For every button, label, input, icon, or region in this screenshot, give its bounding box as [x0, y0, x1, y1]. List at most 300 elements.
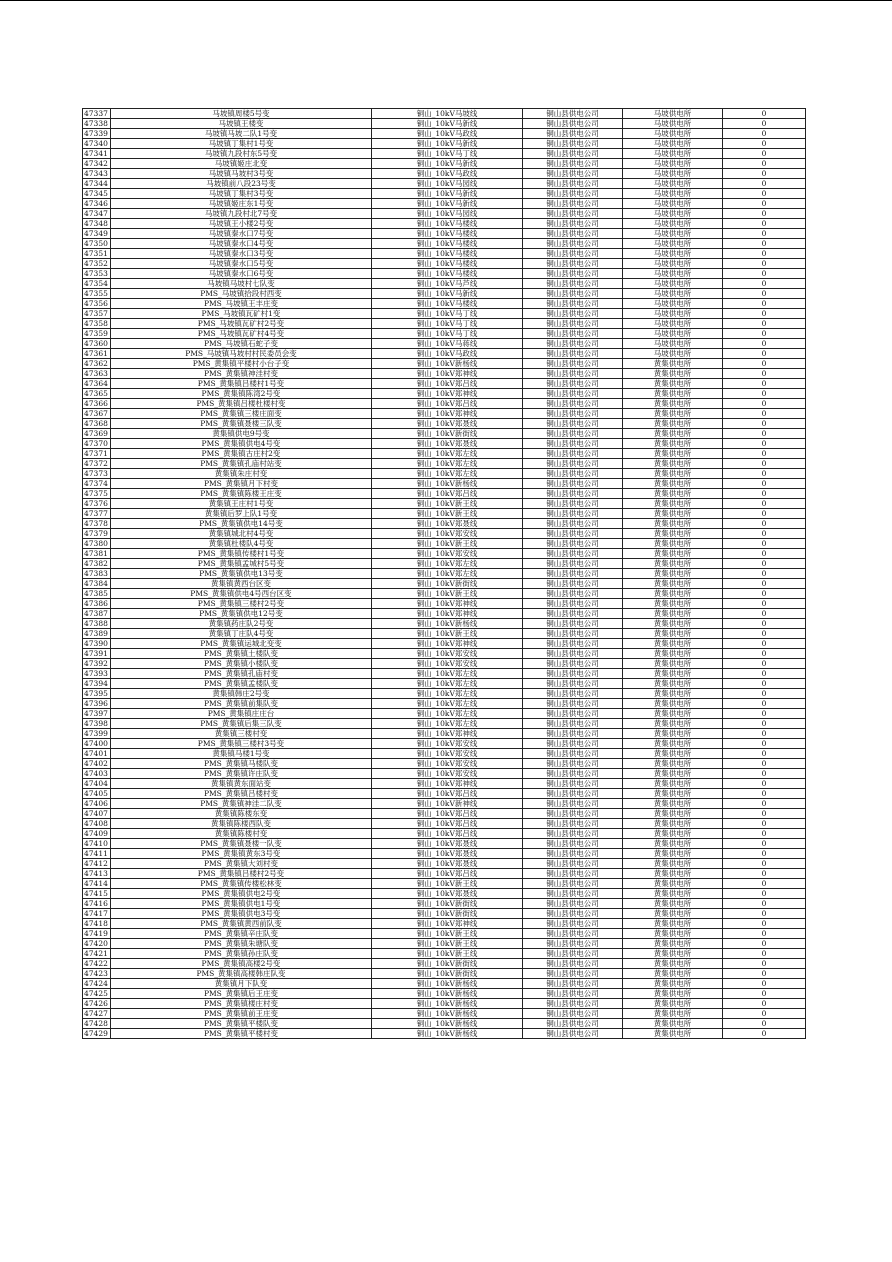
station-cell: 马坡供电所: [623, 219, 723, 229]
table-row: [83, 129, 806, 139]
value-cell: 0: [723, 699, 806, 709]
company-cell: 铜山县供电公司: [523, 1019, 623, 1029]
value-cell: 0: [723, 269, 806, 279]
feeder-line-cell: 铜山_10kV新王线: [372, 949, 523, 959]
value-cell: 0: [723, 609, 806, 619]
table-row: [83, 529, 806, 539]
record-id-cell: 47401: [83, 749, 111, 759]
company-cell: 铜山县供电公司: [523, 269, 623, 279]
transformer-name-cell: PMS_黄集镇朱塘队变: [111, 939, 372, 949]
record-id-cell: 47350: [83, 239, 111, 249]
record-id-cell: 47396: [83, 699, 111, 709]
company-cell: 铜山县供电公司: [523, 759, 623, 769]
record-id-cell: 47393: [83, 669, 111, 679]
transformer-name-cell: PMS_黄集镇运城北变变: [111, 639, 372, 649]
feeder-line-cell: 铜山_10kV郑安线: [372, 659, 523, 669]
transformer-name-cell: 黄集镇三楼村变: [111, 729, 372, 739]
table-row: [83, 459, 806, 469]
feeder-line-cell: 铜山_10kV马丁线: [372, 149, 523, 159]
value-cell: 0: [723, 749, 806, 759]
transformer-name-cell: 马坡镇丁集村1号变: [111, 139, 372, 149]
transformer-name-cell: PMS_黄集镇楼庄村变: [111, 999, 372, 1009]
transformer-name-cell: PMS_黄集镇神洼二队变: [111, 799, 372, 809]
feeder-line-cell: 铜山_10kV新街线: [372, 429, 523, 439]
company-cell: 铜山县供电公司: [523, 599, 623, 609]
feeder-line-cell: 铜山_10kV新杨线: [372, 999, 523, 1009]
transformer-name-cell: PMS_黄集镇供电2号变: [111, 889, 372, 899]
table-row: [83, 649, 806, 659]
company-cell: 铜山县供电公司: [523, 989, 623, 999]
company-cell: 铜山县供电公司: [523, 889, 623, 899]
feeder-line-cell: 铜山_10kV马蒋线: [372, 339, 523, 349]
value-cell: 0: [723, 599, 806, 609]
transformer-name-cell: 马坡镇秦水口5号变: [111, 259, 372, 269]
company-cell: 铜山县供电公司: [523, 879, 623, 889]
table-row: [83, 599, 806, 609]
feeder-line-cell: 铜山_10kV马新线: [372, 189, 523, 199]
company-cell: 铜山县供电公司: [523, 319, 623, 329]
record-id-cell: 47416: [83, 899, 111, 909]
station-cell: 马坡供电所: [623, 319, 723, 329]
value-cell: 0: [723, 819, 806, 829]
station-cell: 马坡供电所: [623, 269, 723, 279]
feeder-line-cell: 铜山_10kV郑安线: [372, 549, 523, 559]
company-cell: 铜山县供电公司: [523, 749, 623, 759]
value-cell: 0: [723, 909, 806, 919]
transformer-name-cell: 黄集镇马楼1号变: [111, 749, 372, 759]
record-id-cell: 47426: [83, 999, 111, 1009]
value-cell: 0: [723, 129, 806, 139]
feeder-line-cell: 铜山_10kV马政线: [372, 169, 523, 179]
value-cell: 0: [723, 869, 806, 879]
table-row: [83, 389, 806, 399]
company-cell: 铜山县供电公司: [523, 339, 623, 349]
value-cell: 0: [723, 489, 806, 499]
value-cell: 0: [723, 349, 806, 359]
company-cell: 铜山县供电公司: [523, 469, 623, 479]
value-cell: 0: [723, 539, 806, 549]
table-row: [83, 479, 806, 489]
table-row: [83, 569, 806, 579]
company-cell: 铜山县供电公司: [523, 449, 623, 459]
company-cell: 铜山县供电公司: [523, 959, 623, 969]
station-cell: 马坡供电所: [623, 329, 723, 339]
record-id-cell: 47415: [83, 889, 111, 899]
feeder-line-cell: 铜山_10kV马政线: [372, 349, 523, 359]
feeder-line-cell: 铜山_10kV郑聂线: [372, 519, 523, 529]
record-id-cell: 47429: [83, 1029, 111, 1039]
feeder-line-cell: 铜山_10kV郑神线: [372, 609, 523, 619]
station-cell: 黄集供电所: [623, 659, 723, 669]
company-cell: 铜山县供电公司: [523, 559, 623, 569]
station-cell: 黄集供电所: [623, 799, 723, 809]
feeder-line-cell: 铜山_10kV郑聂线: [372, 419, 523, 429]
value-cell: 0: [723, 279, 806, 289]
station-cell: 黄集供电所: [623, 809, 723, 819]
transformer-name-cell: PMS_马坡镇瓦矿村4号变: [111, 329, 372, 339]
feeder-line-cell: 铜山_10kV新杨线: [372, 1029, 523, 1039]
feeder-line-cell: 铜山_10kV郑安线: [372, 769, 523, 779]
transformer-name-cell: PMS_马坡镇马坡村村民委员会变: [111, 349, 372, 359]
value-cell: 0: [723, 929, 806, 939]
feeder-line-cell: 铜山_10kV新王线: [372, 509, 523, 519]
feeder-line-cell: 铜山_10kV马楼线: [372, 239, 523, 249]
record-id-cell: 47412: [83, 859, 111, 869]
transformer-name-cell: PMS_黄集镇供电12号变: [111, 609, 372, 619]
table-row: [83, 559, 806, 569]
table-row: [83, 339, 806, 349]
record-id-cell: 47367: [83, 409, 111, 419]
record-id-cell: 47353: [83, 269, 111, 279]
station-cell: 黄集供电所: [623, 669, 723, 679]
record-id-cell: 47345: [83, 189, 111, 199]
station-cell: 黄集供电所: [623, 779, 723, 789]
station-cell: 黄集供电所: [623, 979, 723, 989]
company-cell: 铜山县供电公司: [523, 819, 623, 829]
feeder-line-cell: 铜山_10kV马楼线: [372, 269, 523, 279]
station-cell: 黄集供电所: [623, 439, 723, 449]
record-id-cell: 47337: [83, 109, 111, 119]
value-cell: 0: [723, 959, 806, 969]
station-cell: 马坡供电所: [623, 309, 723, 319]
transformer-name-cell: 黄集镇朱庄村变: [111, 469, 372, 479]
company-cell: 铜山县供电公司: [523, 689, 623, 699]
record-id-cell: 47404: [83, 779, 111, 789]
feeder-line-cell: 铜山_10kV马新线: [372, 159, 523, 169]
table-row: [83, 589, 806, 599]
record-id-cell: 47425: [83, 989, 111, 999]
station-cell: 黄集供电所: [623, 959, 723, 969]
value-cell: 0: [723, 789, 806, 799]
station-cell: 黄集供电所: [623, 489, 723, 499]
station-cell: 黄集供电所: [623, 999, 723, 1009]
record-id-cell: 47385: [83, 589, 111, 599]
table-body: [83, 109, 806, 1039]
company-cell: 铜山县供电公司: [523, 649, 623, 659]
value-cell: 0: [723, 529, 806, 539]
table-row: [83, 809, 806, 819]
transformer-name-cell: 黄集镇陈楼东变: [111, 809, 372, 819]
feeder-line-cell: 铜山_10kV新杨线: [372, 1019, 523, 1029]
feeder-line-cell: 铜山_10kV郑吕线: [372, 829, 523, 839]
record-id-cell: 47339: [83, 129, 111, 139]
feeder-line-cell: 铜山_10kV新杨线: [372, 479, 523, 489]
value-cell: 0: [723, 799, 806, 809]
record-id-cell: 47403: [83, 769, 111, 779]
value-cell: 0: [723, 689, 806, 699]
transformer-name-cell: 黄集镇后罗上队1号变: [111, 509, 372, 519]
table-row: [83, 949, 806, 959]
station-cell: 黄集供电所: [623, 909, 723, 919]
company-cell: 铜山县供电公司: [523, 669, 623, 679]
table-row: [83, 919, 806, 929]
company-cell: 铜山县供电公司: [523, 429, 623, 439]
station-cell: 黄集供电所: [623, 919, 723, 929]
company-cell: 铜山县供电公司: [523, 779, 623, 789]
company-cell: 铜山县供电公司: [523, 129, 623, 139]
transformer-name-cell: 马坡镇秦水口6号变: [111, 269, 372, 279]
table-row: [83, 259, 806, 269]
station-cell: 黄集供电所: [623, 459, 723, 469]
value-cell: 0: [723, 859, 806, 869]
feeder-line-cell: 铜山_10kV郑吕线: [372, 399, 523, 409]
feeder-line-cell: 铜山_10kV郑神线: [372, 599, 523, 609]
table-row: [83, 439, 806, 449]
data-table: [82, 108, 806, 1039]
feeder-line-cell: 铜山_10kV马楼线: [372, 249, 523, 259]
feeder-line-cell: 铜山_10kV郑吕线: [372, 489, 523, 499]
record-id-cell: 47338: [83, 119, 111, 129]
feeder-line-cell: 铜山_10kV马丁线: [372, 319, 523, 329]
feeder-line-cell: 铜山_10kV郑聂线: [372, 439, 523, 449]
company-cell: 铜山县供电公司: [523, 519, 623, 529]
feeder-line-cell: 铜山_10kV马政线: [372, 129, 523, 139]
transformer-name-cell: 马坡镇前八段23号变: [111, 179, 372, 189]
value-cell: 0: [723, 309, 806, 319]
feeder-line-cell: 铜山_10kV新街线: [372, 899, 523, 909]
table-row: [83, 179, 806, 189]
transformer-name-cell: PMS_黄集镇黄西前队变: [111, 919, 372, 929]
transformer-name-cell: PMS_黄集镇传楼松林变: [111, 879, 372, 889]
table-row: [83, 899, 806, 909]
record-id-cell: 47418: [83, 919, 111, 929]
value-cell: 0: [723, 339, 806, 349]
feeder-line-cell: 铜山_10kV马丁线: [372, 329, 523, 339]
station-cell: 黄集供电所: [623, 549, 723, 559]
record-id-cell: 47351: [83, 249, 111, 259]
record-id-cell: 47377: [83, 509, 111, 519]
value-cell: 0: [723, 149, 806, 159]
value-cell: 0: [723, 239, 806, 249]
company-cell: 铜山县供电公司: [523, 419, 623, 429]
feeder-line-cell: 铜山_10kV郑左线: [372, 689, 523, 699]
table-row: [83, 869, 806, 879]
station-cell: 马坡供电所: [623, 139, 723, 149]
value-cell: 0: [723, 1009, 806, 1019]
transformer-name-cell: PMS_黄集镇高楼2号变: [111, 959, 372, 969]
record-id-cell: 47371: [83, 449, 111, 459]
station-cell: 黄集供电所: [623, 939, 723, 949]
station-cell: 马坡供电所: [623, 109, 723, 119]
transformer-name-cell: PMS_黄集镇前集队变: [111, 699, 372, 709]
record-id-cell: 47394: [83, 679, 111, 689]
feeder-line-cell: 铜山_10kV新街线: [372, 969, 523, 979]
record-id-cell: 47355: [83, 289, 111, 299]
value-cell: 0: [723, 519, 806, 529]
station-cell: 黄集供电所: [623, 879, 723, 889]
record-id-cell: 47387: [83, 609, 111, 619]
value-cell: 0: [723, 579, 806, 589]
value-cell: 0: [723, 639, 806, 649]
station-cell: 黄集供电所: [623, 689, 723, 699]
value-cell: 0: [723, 439, 806, 449]
feeder-line-cell: 铜山_10kV郑左线: [372, 569, 523, 579]
station-cell: 马坡供电所: [623, 289, 723, 299]
feeder-line-cell: 铜山_10kV新王线: [372, 629, 523, 639]
transformer-name-cell: PMS_黄集镇吕楼村1号变: [111, 379, 372, 389]
company-cell: 铜山县供电公司: [523, 639, 623, 649]
station-cell: 黄集供电所: [623, 829, 723, 839]
table-row: [83, 719, 806, 729]
feeder-line-cell: 铜山_10kV新杨线: [372, 979, 523, 989]
station-cell: 黄集供电所: [623, 729, 723, 739]
feeder-line-cell: 铜山_10kV马楼线: [372, 259, 523, 269]
company-cell: 铜山县供电公司: [523, 179, 623, 189]
feeder-line-cell: 铜山_10kV郑安线: [372, 749, 523, 759]
value-cell: 0: [723, 999, 806, 1009]
transformer-name-cell: PMS_黄集镇平楼村变: [111, 1029, 372, 1039]
record-id-cell: 47417: [83, 909, 111, 919]
station-cell: 黄集供电所: [623, 949, 723, 959]
table-row: [83, 729, 806, 739]
feeder-line-cell: 铜山_10kV郑安线: [372, 739, 523, 749]
table-row: [83, 189, 806, 199]
value-cell: 0: [723, 619, 806, 629]
record-id-cell: 47386: [83, 599, 111, 609]
table-row: [83, 829, 806, 839]
transformer-name-cell: PMS_黄集镇三楼村3号变: [111, 739, 372, 749]
record-id-cell: 47381: [83, 549, 111, 559]
station-cell: 黄集供电所: [623, 769, 723, 779]
transformer-name-cell: PMS_黄集镇孙庄队变: [111, 949, 372, 959]
company-cell: 铜山县供电公司: [523, 829, 623, 839]
value-cell: 0: [723, 449, 806, 459]
table-row: [83, 749, 806, 759]
table-row: [83, 1029, 806, 1039]
station-cell: 黄集供电所: [623, 369, 723, 379]
company-cell: 铜山县供电公司: [523, 489, 623, 499]
value-cell: 0: [723, 179, 806, 189]
transformer-name-cell: PMS_马坡镇瓦矿村1变: [111, 309, 372, 319]
value-cell: 0: [723, 479, 806, 489]
value-cell: 0: [723, 679, 806, 689]
company-cell: 铜山县供电公司: [523, 569, 623, 579]
table-row: [83, 769, 806, 779]
transformer-name-cell: PMS_马坡镇王丰庄变: [111, 299, 372, 309]
company-cell: 铜山县供电公司: [523, 609, 623, 619]
value-cell: 0: [723, 709, 806, 719]
table-row: [83, 169, 806, 179]
company-cell: 铜山县供电公司: [523, 259, 623, 269]
feeder-line-cell: 铜山_10kV郑神线: [372, 369, 523, 379]
transformer-name-cell: 黄集镇药庄队2号变: [111, 619, 372, 629]
station-cell: 黄集供电所: [623, 579, 723, 589]
table-row: [83, 699, 806, 709]
value-cell: 0: [723, 359, 806, 369]
company-cell: 铜山县供电公司: [523, 949, 623, 959]
table-row: [83, 319, 806, 329]
record-id-cell: 47347: [83, 209, 111, 219]
station-cell: 马坡供电所: [623, 229, 723, 239]
station-cell: 黄集供电所: [623, 629, 723, 639]
company-cell: 铜山县供电公司: [523, 619, 623, 629]
station-cell: 黄集供电所: [623, 379, 723, 389]
station-cell: 黄集供电所: [623, 889, 723, 899]
transformer-name-cell: 黄集镇王庄村1号变: [111, 499, 372, 509]
table-row: [83, 309, 806, 319]
transformer-name-cell: PMS_黄集镇月下村变: [111, 479, 372, 489]
station-cell: 黄集供电所: [623, 989, 723, 999]
transformer-name-cell: PMS_黄集镇聂楼一队变: [111, 839, 372, 849]
record-id-cell: 47376: [83, 499, 111, 509]
value-cell: 0: [723, 769, 806, 779]
transformer-name-cell: 黄集镇黄东面站变: [111, 779, 372, 789]
station-cell: 黄集供电所: [623, 569, 723, 579]
company-cell: 铜山县供电公司: [523, 529, 623, 539]
record-id-cell: 47354: [83, 279, 111, 289]
feeder-line-cell: 铜山_10kV马芦线: [372, 279, 523, 289]
feeder-line-cell: 铜山_10kV郑安线: [372, 759, 523, 769]
company-cell: 铜山县供电公司: [523, 359, 623, 369]
company-cell: 铜山县供电公司: [523, 219, 623, 229]
value-cell: 0: [723, 669, 806, 679]
record-id-cell: 47363: [83, 369, 111, 379]
table-row: [83, 219, 806, 229]
record-id-cell: 47389: [83, 629, 111, 639]
station-cell: 黄集供电所: [623, 1019, 723, 1029]
record-id-cell: 47348: [83, 219, 111, 229]
record-id-cell: 47362: [83, 359, 111, 369]
value-cell: 0: [723, 189, 806, 199]
station-cell: 黄集供电所: [623, 359, 723, 369]
station-cell: 马坡供电所: [623, 259, 723, 269]
feeder-line-cell: 铜山_10kV郑神线: [372, 779, 523, 789]
record-id-cell: 47369: [83, 429, 111, 439]
company-cell: 铜山县供电公司: [523, 199, 623, 209]
transformer-name-cell: 马坡镇秦水口4号变: [111, 239, 372, 249]
value-cell: 0: [723, 829, 806, 839]
station-cell: 黄集供电所: [623, 739, 723, 749]
station-cell: 黄集供电所: [623, 859, 723, 869]
value-cell: 0: [723, 979, 806, 989]
record-id-cell: 47422: [83, 959, 111, 969]
record-id-cell: 47421: [83, 949, 111, 959]
feeder-line-cell: 铜山_10kV新杨线: [372, 1009, 523, 1019]
transformer-name-cell: PMS_黄集镇孟楼队变: [111, 679, 372, 689]
station-cell: 黄集供电所: [623, 419, 723, 429]
value-cell: 0: [723, 569, 806, 579]
feeder-line-cell: 铜山_10kV马新线: [372, 139, 523, 149]
transformer-name-cell: PMS_马坡镇石蛇子变: [111, 339, 372, 349]
value-cell: 0: [723, 509, 806, 519]
transformer-name-cell: PMS_黄集镇供电3号变: [111, 909, 372, 919]
feeder-line-cell: 铜山_10kV郑左线: [372, 699, 523, 709]
transformer-name-cell: PMS_黄集镇小楼队变: [111, 659, 372, 669]
table-row: [83, 349, 806, 359]
value-cell: 0: [723, 629, 806, 639]
value-cell: 0: [723, 259, 806, 269]
station-cell: 马坡供电所: [623, 189, 723, 199]
company-cell: 铜山县供电公司: [523, 809, 623, 819]
company-cell: 铜山县供电公司: [523, 869, 623, 879]
company-cell: 铜山县供电公司: [523, 899, 623, 909]
feeder-line-cell: 铜山_10kV马园线: [372, 209, 523, 219]
transformer-name-cell: PMS_黄集镇三楼村2号变: [111, 599, 372, 609]
value-cell: 0: [723, 779, 806, 789]
table-row: [83, 619, 806, 629]
transformer-name-cell: PMS_黄集镇供电1号变: [111, 899, 372, 909]
transformer-name-cell: PMS_黄集镇供电14号变: [111, 519, 372, 529]
table-row: [83, 369, 806, 379]
table-row: [83, 199, 806, 209]
record-id-cell: 47409: [83, 829, 111, 839]
table-row: [83, 229, 806, 239]
transformer-name-cell: PMS_黄集镇陈湾2号变: [111, 389, 372, 399]
value-cell: 0: [723, 949, 806, 959]
value-cell: 0: [723, 589, 806, 599]
company-cell: 铜山县供电公司: [523, 1029, 623, 1039]
record-id-cell: 47428: [83, 1019, 111, 1029]
